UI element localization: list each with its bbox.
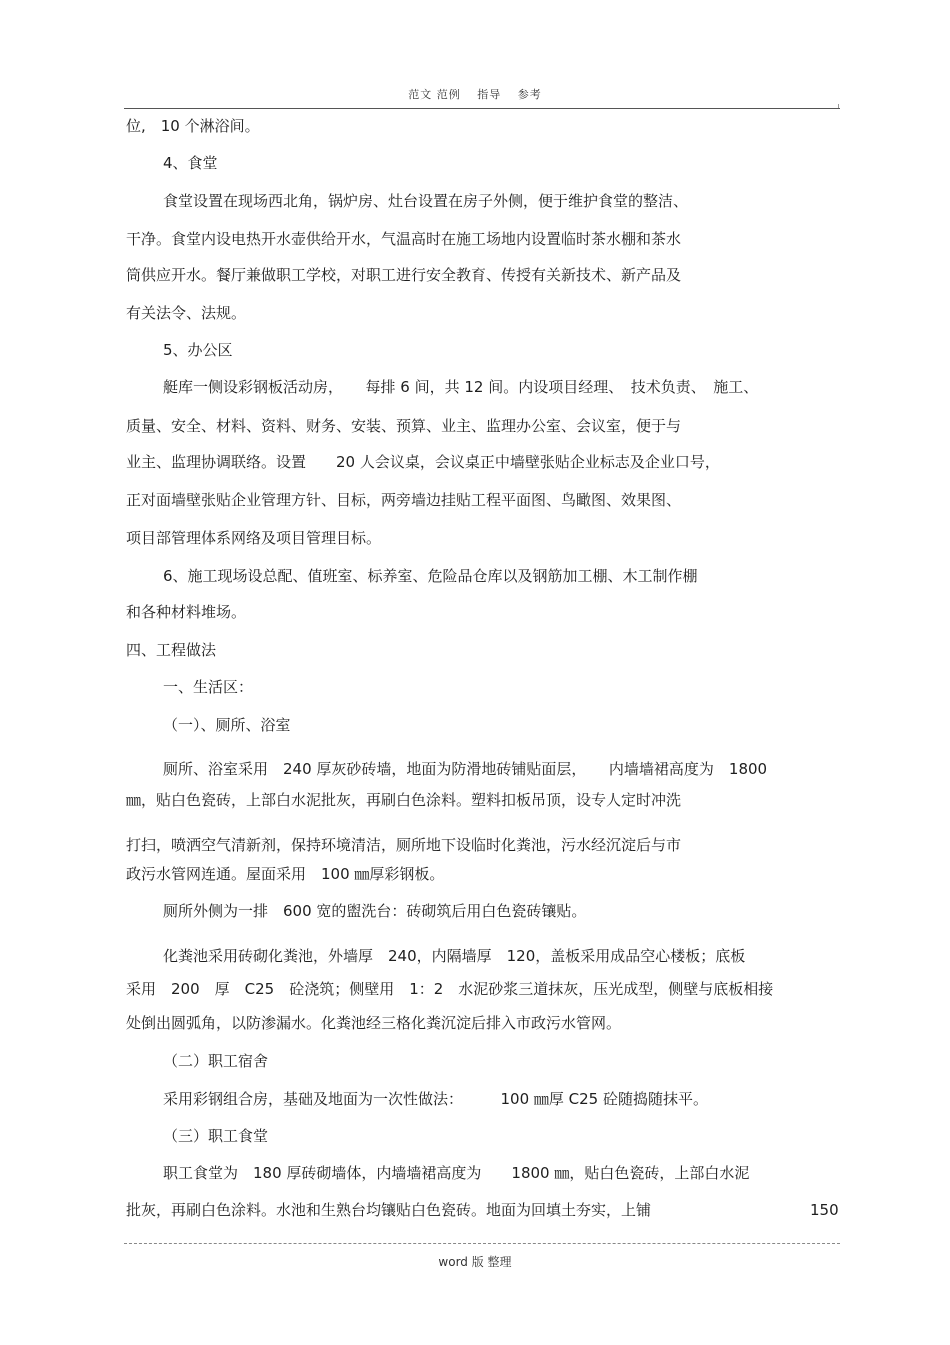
text-line: 打扫，喷洒空气清新剂，保持环境清洁，厕所地下设临时化粪池，污水经沉淀后与市	[126, 836, 682, 854]
text-line: 化粪池采用砖砌化粪池，外墙厚 240，内隔墙厚 120，盖板采用成品空心楼板；底板	[163, 947, 746, 965]
header-rule-tick	[838, 104, 839, 108]
trailing-number: 150	[810, 1201, 839, 1219]
text-line: 处倒出圆弧角，以防渗漏水。化粪池经三格化粪沉淀后排入市政污水管网。	[126, 1014, 622, 1032]
footer-rule	[124, 1243, 840, 1244]
text-line: 和各种材料堆场。	[126, 603, 247, 621]
section-heading: （二）职工宿舍	[163, 1052, 269, 1070]
page-footer: word 版 整理	[438, 1255, 512, 1269]
section-heading: 一、生活区：	[163, 678, 254, 696]
text-line: 位, 10 个淋浴间。	[126, 117, 260, 135]
section-heading: （三）职工食堂	[163, 1127, 269, 1145]
text-line: 批灰，再刷白色涂料。水池和生熟台均镶贴白色瓷砖。地面为回填土夯实，上铺	[126, 1201, 652, 1219]
text-line: 有关法令、法规。	[126, 304, 247, 322]
text-line: 正对面墙壁张贴企业管理方针、目标，两旁墙边挂贴工程平面图、鸟瞰图、效果图、	[126, 491, 682, 509]
section-heading: 4、食堂	[163, 154, 218, 172]
text-line: 厕所外侧为一排 600 宽的盥洗台：砖砌筑后用白色瓷砖镶贴。	[163, 902, 587, 920]
text-line: 艇库一侧设彩钢板活动房， 每排 6 间，共 12 间。内设项目经理、 技术负责、 施工、	[163, 378, 759, 396]
text-line: 筒供应开水。餐厅兼做职工学校，对职工进行安全教育、传授有关新技术、新产品及	[126, 266, 682, 284]
text-line: 6、施工现场设总配、值班室、标养室、危险品仓库以及钢筋加工棚、木工制作棚	[163, 567, 698, 585]
text-line: 食堂设置在现场西北角，锅炉房、灶台设置在房子外侧，便于维护食堂的整洁、	[163, 192, 689, 210]
text-line: ㎜，贴白色瓷砖，上部白水泥批灰，再刷白色涂料。塑料扣板吊顶，设专人定时冲洗	[126, 791, 682, 809]
text-line: 业主、监理协调联络。设置 20 人会议桌，会议桌正中墙壁张贴企业标志及企业口号，	[126, 453, 720, 471]
text-line: 项目部管理体系网络及项目管理目标。	[126, 529, 382, 547]
text-line: 质量、安全、材料、资料、财务、安装、预算、业主、监理办公室、会议室，便于与	[126, 417, 682, 435]
section-heading: 5、办公区	[163, 341, 233, 359]
page-header: 范文 范例 指导 参考	[408, 88, 542, 101]
section-heading: 四、工程做法	[126, 641, 217, 659]
text-line: 职工食堂为 180 厚砖砌墙体，内墙墙裙高度为 1800 ㎜，贴白色瓷砖，上部白水泥	[163, 1164, 750, 1182]
text-line: 政污水管网连通。屋面采用 100 ㎜厚彩钢板。	[126, 865, 445, 883]
text-line: 采用彩钢组合房，基础及地面为一次性做法： 100 ㎜厚 C25 砼随捣随抹平。	[163, 1090, 708, 1108]
text-line: 采用 200 厚 C25 砼浇筑；侧壁用 1：2 水泥砂浆三道抹灰，压光成型，侧壁与底板相接	[126, 980, 774, 998]
text-line: 厕所、浴室采用 240 厚灰砂砖墙，地面为防滑地砖铺贴面层， 内墙墙裙高度为 1800	[163, 760, 768, 778]
section-heading: （一）、厕所、浴室	[163, 716, 291, 734]
text-line: 干净。食堂内设电热开水壶供给开水，气温高时在施工场地内设置临时茶水棚和茶水	[126, 230, 682, 248]
header-rule	[124, 108, 840, 109]
